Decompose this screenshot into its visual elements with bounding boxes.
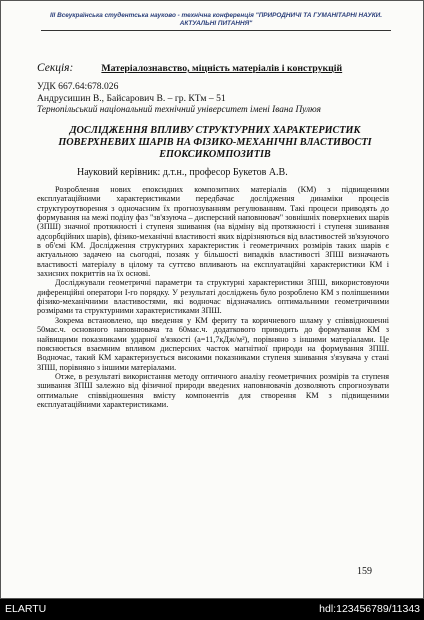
section-row — [37, 62, 397, 74]
authors: Андрусишин В., Байсарович В. – гр. КТм – 51 — [37, 93, 226, 104]
university: Тернопільський національний технічний університет імені Івана Пулюя — [37, 105, 321, 115]
paragraph: Досліджували геометричні параметри та структурні характеристики ЗПШ, використовуючи диференційні оператори І-го порядку. У результаті досліджень було розроблено КМ з поліпшеними фізико-механічними властивостями, які водночас відзначались оптимальними геометричними розмірами та структурними характеристиками ЗПШ. — [37, 278, 389, 316]
paper-title: ДОСЛІДЖЕННЯ ВПЛИВУ СТРУКТУРНИХ ХАРАКТЕРИСТИК ПОВЕРХНЕВИХ ШАРІВ НА ФІЗИКО-МЕХАНІЧНІ ВЛАСТИВОСТІ ЕПОКСИКОМПОЗИТІВ — [58, 125, 372, 160]
repository-label: ELARTU — [5, 603, 47, 615]
udc-code: УДК 667.64:678.026 — [37, 81, 119, 92]
paragraph: Отже, в результаті використання методу оптичного аналізу геометричних розмірів та ступеня зшивання ЗПШ залежно від фізичної природи введених наповнювачів дозволяють спрогнозувати оптимальне співвідношення вмісту компонентів для створення КМ з підвищеними експлуатаційними характеристиками. — [37, 371, 389, 409]
conference-header: ІІІ Всеукраїнська студентська науково - технічна конференція "ПРИРОДНИЧІ ТА ГУМАНІТАРНІ НАУКИ. АКТУАЛЬНІ ПИТАННЯ" — [41, 12, 391, 31]
paragraph: Зокрема встановлено, що введення у КМ фериту та коричневого шламу у співвідношенні 50мас.ч. основного наповнювача та 60мас.ч. додаткового приводить до формування КМ з найвищими показниками ударної в'язкості (a=11,7кДж/м²), порівняно з іншими матеріалами. Це пояснюється взаємним впливом дисперсних часток магнітної природи на формування ЗПШ. Водночас, такий КМ характеризується високими показниками ступеня зшивання з'язувача у стані ЗПШ, порівняно з іншими матеріалами. — [37, 315, 389, 372]
handle-link[interactable]: hdl:123456789/11343 — [319, 603, 420, 615]
footer-bar — [0, 599, 424, 620]
body-text — [37, 185, 389, 409]
paragraph: Розроблення нових епоксидних композитних матеріалів (КМ) з підвищеними експлуатаційними характеристиками передбачає дослідження динаміки процесів структуроутворення з одночасним їх прогнозуванням регулюванням. Такі процеси приводять до формування на межі поділу фаз "зв'язуюча – дисперсний наповнювач" зовнішніх поверхневих шарів (ЗПШ) значної протяжності і ступеня зшивання (на відміну від протяжності і ступеня зшивання адсорбційних шарів), фізико-механічні властивості яких відрізняються від властивостей зв'язуючого в об'ємі КМ. Дослідження структурних характеристик і геометричних розмірів таких шарів є актуальною задачею на сьогодні, позаяк у більшості випадків властивості ЗПШ визначають властивості матеріалу в цілому та суттєво впливають на експлуатаційні характеристики КМ і захисних покриттів на їх основі. — [37, 185, 389, 279]
section-value: Матеріалознавство, міцність матеріалів і конструкцій — [101, 63, 343, 74]
supervisor: Науковий керівник: д.т.н., професор Букетов А.В. — [77, 167, 288, 178]
page-number: 159 — [357, 566, 372, 577]
section-label: Секція: — [37, 62, 74, 74]
